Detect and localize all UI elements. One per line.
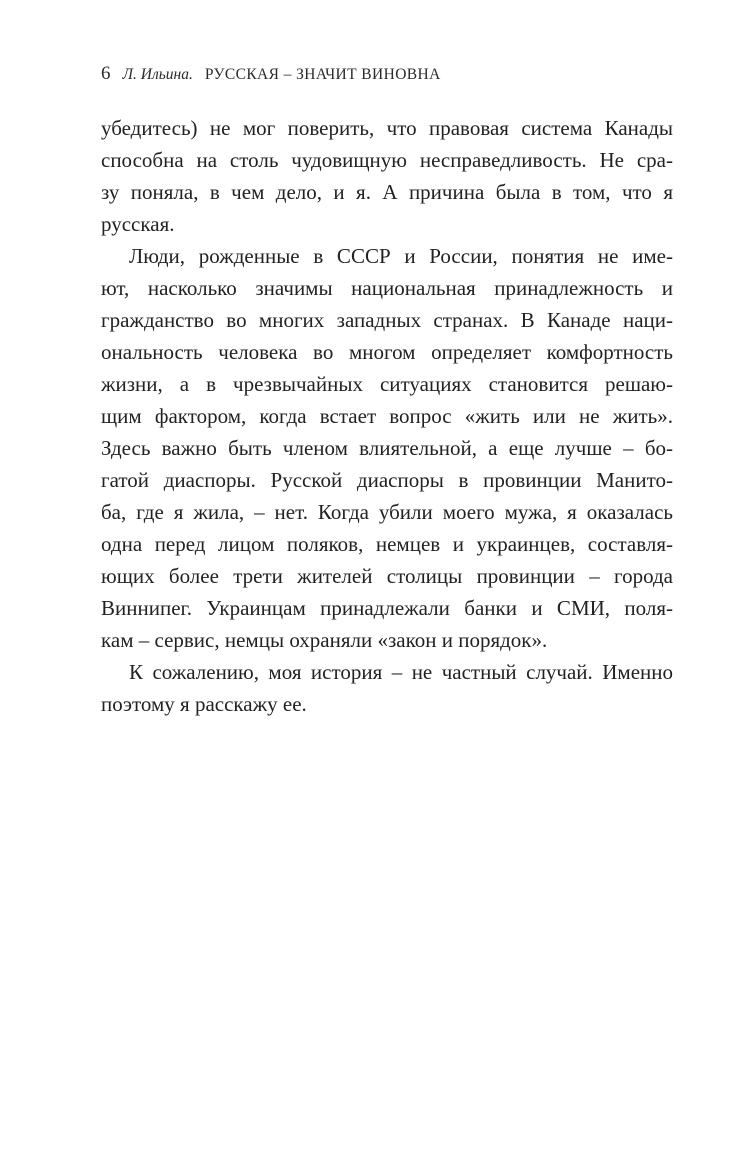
- text-line: ба, где я жила, – нет. Когда убили моего мужа, я оказалась: [101, 500, 673, 524]
- text-line: Люди, рожденные в СССР и России, понятия не име-: [129, 244, 673, 268]
- text-line: Здесь важно быть членом влиятельной, а еще лучше – бо-: [101, 436, 673, 460]
- text-line: К сожалению, моя история – не частный случай. Именно: [129, 660, 673, 684]
- page-number: 6: [101, 63, 111, 84]
- author-name: Л. Ильина.: [122, 66, 193, 83]
- text-line: ют, насколько значимы национальная принадлежность и: [101, 276, 673, 300]
- text-line: зу поняла, в чем дело, и я. А причина была в том, что я: [101, 180, 673, 204]
- text-line: кам – сервис, немцы охраняли «закон и порядок».: [101, 628, 548, 652]
- book-title: РУССКАЯ – ЗНАЧИТ ВИНОВНА: [204, 66, 441, 83]
- text-line: щим фактором, когда встает вопрос «жить или не жить».: [101, 404, 673, 428]
- text-line: убедитесь) не мог поверить, что правовая система Канады: [101, 116, 673, 140]
- text-line: жизни, а в чрезвычайных ситуациях становится решаю-: [101, 372, 673, 396]
- running-head: [101, 62, 441, 86]
- text-line: способна на столь чудовищную несправедливость. Не сра-: [101, 148, 673, 172]
- text-line: ющих более трети жителей столицы провинции – города: [101, 564, 673, 588]
- text-line: Виннипег. Украинцам принадлежали банки и СМИ, поля-: [101, 596, 673, 620]
- text-line: ональность человека во многом определяет комфортность: [101, 340, 673, 364]
- text-line: гатой диаспоры. Русской диаспоры в провинции Манито-: [101, 468, 673, 492]
- text-line: гражданство во многих западных странах. В Канаде наци-: [101, 308, 673, 332]
- paragraph: [101, 112, 673, 240]
- paragraph: [101, 656, 673, 720]
- text-line: одна перед лицом поляков, немцев и украинцев, составля-: [101, 532, 673, 556]
- text-line: русская.: [101, 212, 175, 236]
- body-text: [101, 112, 673, 720]
- text-line: поэтому я расскажу ее.: [101, 692, 307, 716]
- paragraph: [101, 240, 673, 656]
